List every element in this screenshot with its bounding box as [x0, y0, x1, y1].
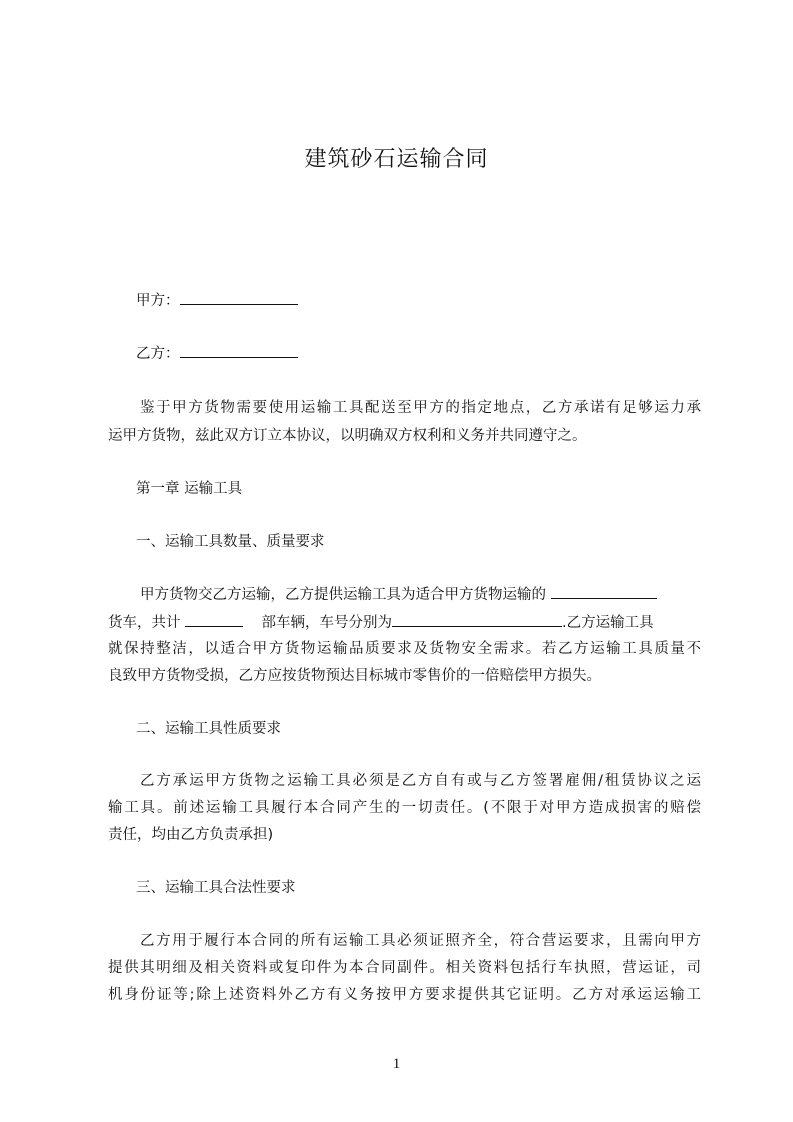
section-1-line-2-text-c: .乙方运输工具 [562, 615, 654, 631]
section-2-heading: 二、运输工具性质要求 [136, 721, 281, 737]
truck-count-blank[interactable] [185, 612, 243, 627]
section-1-line-4: 良致甲方货物受损，乙方应按货物预达目标城市零售价的一倍赔偿甲方损失。 [108, 668, 601, 684]
party-a-line [136, 290, 298, 311]
truck-type-blank[interactable] [551, 584, 657, 599]
contract-title: 建筑砂石运输合同 [304, 147, 489, 172]
party-a-blank[interactable] [180, 290, 298, 305]
plate-numbers-blank[interactable] [392, 612, 562, 627]
section-1-line-2-text-b: 部车辆，车号分别为 [261, 615, 393, 631]
section-3-line-1: 乙方用于履行本合同的所有运输工具必须证照齐全，符合营运要求，且需向甲方 [140, 933, 701, 949]
page-number: 1 [392, 1056, 401, 1072]
section-1-line-1-text: 甲方货物交乙方运输，乙方提供运输工具为适合甲方货物运输的 [140, 587, 546, 603]
section-2-line-1: 乙方承运甲方货物之运输工具必须是乙方自有或与乙方签署雇佣/租赁协议之运 [140, 773, 701, 789]
section-3-line-3: 机身份证等;除上述资料外乙方有义务按甲方要求提供其它证明。乙方对承运运输工 [108, 987, 701, 1003]
section-1-line-3: 就保持整洁，以适合甲方货物运输品质要求及货物安全需求。若乙方运输工具质量不 [108, 641, 701, 657]
intro-line-2: 运甲方货物，兹此双方订立本协议，以明确双方权利和义务并共同遵守之。 [108, 428, 587, 444]
intro-line-1: 鉴于甲方货物需要使用运输工具配送至甲方的指定地点，乙方承诺有足够运力承 [140, 400, 701, 416]
section-2-line-2: 输工具。前述运输工具履行本合同产生的一切责任。(不限于对甲方造成损害的赔偿 [108, 800, 701, 816]
party-b-blank[interactable] [180, 343, 298, 358]
chapter-1-heading: 第一章 运输工具 [136, 481, 243, 497]
section-3-line-2: 提供其明细及相关资料或复印件为本合同副件。相关资料包括行车执照，营运证，司 [108, 960, 701, 976]
party-a-label: 甲方： [136, 293, 180, 309]
party-b-line [136, 343, 298, 364]
section-3-heading: 三、运输工具合法性要求 [136, 880, 296, 896]
section-2-line-3: 责任，均由乙方负责承担) [108, 827, 274, 843]
section-1-heading: 一、运输工具数量、质量要求 [136, 534, 325, 550]
section-1-line-1 [140, 584, 701, 604]
section-1-line-2 [108, 612, 701, 632]
party-b-label: 乙方： [136, 346, 180, 362]
section-1-line-2-text-a: 货车，共计 [108, 615, 181, 631]
